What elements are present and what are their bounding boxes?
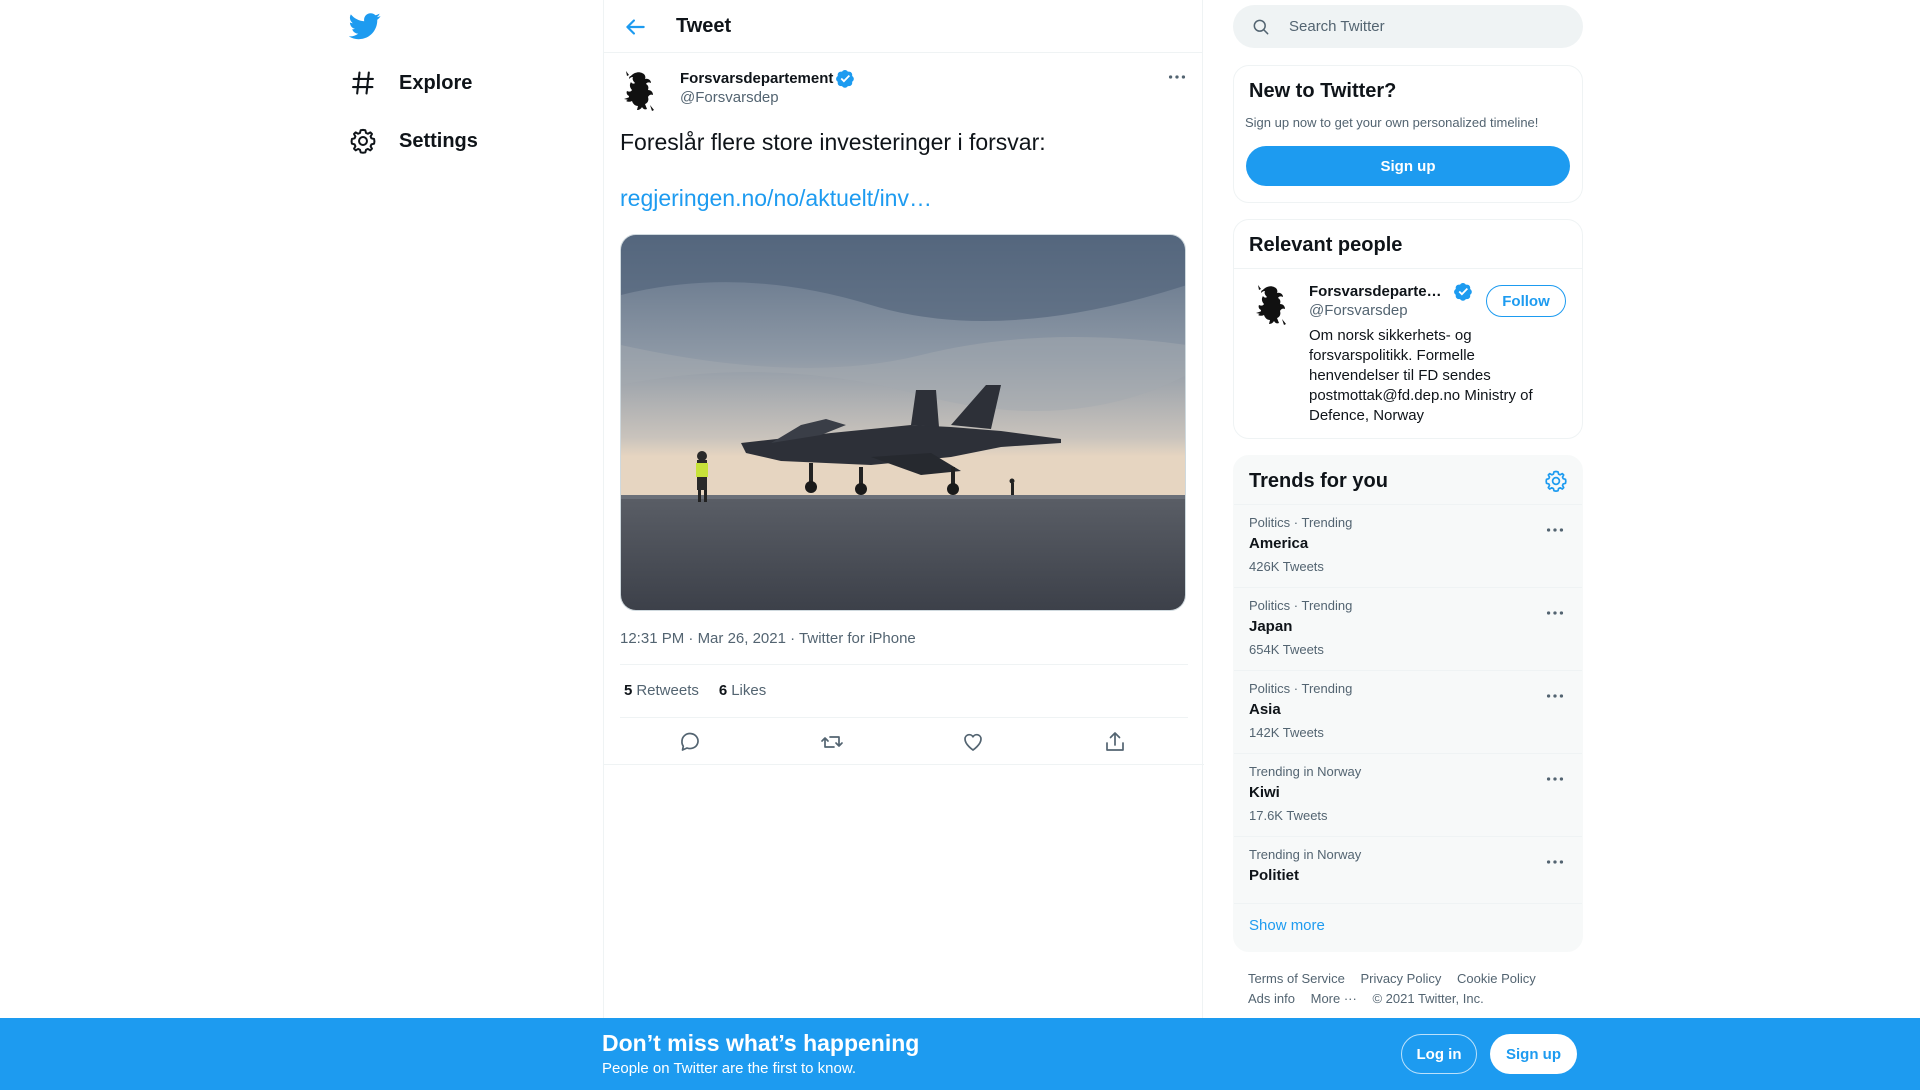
trend-item[interactable] — [1234, 671, 1582, 754]
retweets-label: Retweets — [636, 682, 699, 699]
footer-links — [1248, 969, 1578, 1009]
tweet-actions — [620, 722, 1188, 762]
sign-up-button[interactable]: Sign up — [1246, 146, 1570, 186]
lion-crest-icon — [620, 69, 658, 113]
trend-item[interactable] — [1234, 837, 1582, 904]
card-title: Trends for you — [1249, 470, 1388, 492]
trend-count: 142K Tweets — [1249, 725, 1324, 740]
fighter-jet-photo — [621, 235, 1186, 611]
trend-name: Kiwi — [1249, 784, 1280, 801]
author-name: Forsvarsdepartement — [680, 70, 834, 87]
back-button[interactable] — [622, 14, 648, 40]
search-input[interactable] — [1289, 18, 1569, 35]
twitter-bird-icon[interactable] — [349, 10, 381, 42]
nav-item-settings[interactable] — [349, 116, 478, 166]
tweet-header — [604, 0, 1202, 53]
gear-icon — [349, 127, 377, 155]
banner-sign-up-button[interactable]: Sign up — [1490, 1034, 1577, 1074]
footer-link-privacy[interactable]: Privacy Policy — [1360, 971, 1442, 986]
more-dots-icon — [1544, 851, 1566, 873]
lion-crest-icon — [1252, 283, 1290, 327]
new-to-twitter-card — [1233, 65, 1583, 203]
tweet-stats — [624, 682, 766, 699]
trend-name: Japan — [1249, 618, 1293, 635]
tweet-link[interactable]: regjeringen.no/no/aktuelt/inv… — [620, 185, 932, 211]
more-dots-icon — [1544, 685, 1566, 707]
verified-badge-icon — [836, 69, 855, 88]
trend-name: Politiet — [1249, 867, 1300, 884]
trend-context: Trending in Norway — [1249, 847, 1362, 862]
tweet-time[interactable]: 12:31 PM — [620, 630, 685, 647]
card-title: New to Twitter? — [1249, 80, 1397, 102]
divider — [1234, 268, 1582, 269]
copyright: © 2021 Twitter, Inc. — [1372, 991, 1484, 1006]
trend-context: Politics · Trending — [1249, 515, 1353, 530]
trends-settings-button[interactable] — [1544, 469, 1568, 493]
divider — [620, 717, 1188, 718]
tweet-timestamp — [620, 630, 916, 647]
relevant-people-card — [1233, 219, 1583, 439]
separator: · — [790, 630, 796, 647]
person-name: Forsvarsdeparte… — [1309, 283, 1442, 300]
trend-more-button[interactable] — [1544, 602, 1566, 624]
show-more-link[interactable]: Show more — [1249, 917, 1325, 934]
tweet-text: Foreslår flere store investeringer i forsvar: — [620, 129, 1046, 155]
divider — [604, 764, 1204, 765]
tweet-more-button[interactable] — [1166, 66, 1188, 88]
trend-context: Trending in Norway — [1249, 764, 1362, 779]
author-name-row[interactable] — [680, 69, 855, 88]
likes-count: 6 — [718, 682, 728, 699]
person-handle[interactable]: @Forsvarsdep — [1309, 302, 1408, 319]
footer-link-terms[interactable]: Terms of Service — [1248, 971, 1345, 986]
trend-context: Politics · Trending — [1249, 598, 1353, 613]
person-avatar[interactable] — [1252, 283, 1290, 327]
trend-more-button[interactable] — [1544, 519, 1566, 541]
more-dots-icon — [1544, 768, 1566, 790]
log-in-button[interactable]: Log in — [1401, 1034, 1477, 1074]
likes-label: Likes — [731, 682, 767, 699]
author-handle[interactable]: @Forsvarsdep — [680, 89, 779, 106]
card-title: Relevant people — [1249, 234, 1403, 256]
tweet-source[interactable]: Twitter for iPhone — [799, 630, 916, 647]
main-column — [603, 0, 1203, 1090]
trend-name: Asia — [1249, 701, 1281, 718]
more-dots-icon — [1544, 519, 1566, 541]
trend-name: America — [1249, 535, 1309, 552]
retweets-stat[interactable] — [624, 682, 699, 699]
arrow-left-icon — [622, 14, 648, 40]
footer-link-cookies[interactable]: Cookie Policy — [1456, 971, 1536, 986]
trend-more-button[interactable] — [1544, 768, 1566, 790]
gear-icon — [1544, 469, 1568, 493]
hashtag-icon — [349, 69, 377, 97]
footer-link-ads-info[interactable]: Ads info — [1248, 991, 1295, 1006]
trend-more-button[interactable] — [1544, 851, 1566, 873]
card-subtitle: Sign up now to get your own personalized timeline! — [1245, 115, 1539, 130]
share-icon — [1103, 730, 1127, 754]
trend-item[interactable] — [1234, 754, 1582, 837]
person-name-row[interactable] — [1309, 282, 1473, 301]
like-button[interactable] — [961, 730, 985, 754]
trend-item[interactable] — [1234, 588, 1582, 671]
banner-subtitle: People on Twitter are the first to know. — [602, 1060, 857, 1077]
like-icon — [961, 730, 985, 754]
verified-badge-icon — [1454, 282, 1473, 301]
nav-label-explore: Explore — [399, 71, 473, 94]
author-avatar[interactable] — [620, 69, 658, 113]
more-dots-icon — [1166, 66, 1188, 88]
banner-title: Don’t miss what’s happening — [602, 1030, 920, 1056]
nav-item-explore[interactable] — [349, 58, 472, 108]
tweet-date[interactable]: Mar 26, 2021 — [697, 630, 786, 647]
tweet-image[interactable] — [620, 234, 1186, 611]
signup-banner — [0, 1018, 1920, 1090]
trends-card — [1233, 455, 1583, 952]
page-title: Tweet — [676, 15, 732, 37]
more-dots-icon — [1544, 602, 1566, 624]
retweet-button[interactable] — [820, 730, 844, 754]
reply-button[interactable] — [678, 730, 702, 754]
search-box[interactable] — [1233, 5, 1583, 48]
footer-link-more[interactable]: More ··· — [1310, 991, 1357, 1006]
nav-label-settings: Settings — [399, 129, 478, 152]
divider — [620, 664, 1188, 665]
trend-count: 17.6K Tweets — [1249, 808, 1328, 823]
retweets-count: 5 — [624, 682, 633, 699]
person-bio: Om norsk sikkerhets- og forsvarspolitikk. Formelle henvendelser til FD sendes postmottak@fd.dep.no Ministry of Defence, Norway — [1309, 327, 1533, 424]
search-icon — [1251, 17, 1271, 37]
follow-button[interactable]: Follow — [1486, 285, 1566, 317]
share-button[interactable] — [1103, 730, 1127, 754]
retweet-icon — [820, 730, 844, 754]
trend-context: Politics · Trending — [1249, 681, 1353, 696]
separator: · — [688, 630, 694, 647]
reply-icon — [678, 730, 702, 754]
trend-count: 654K Tweets — [1249, 642, 1324, 657]
trend-count: 426K Tweets — [1249, 559, 1324, 574]
trend-item[interactable] — [1234, 505, 1582, 588]
likes-stat[interactable] — [719, 682, 766, 699]
trend-more-button[interactable] — [1544, 685, 1566, 707]
